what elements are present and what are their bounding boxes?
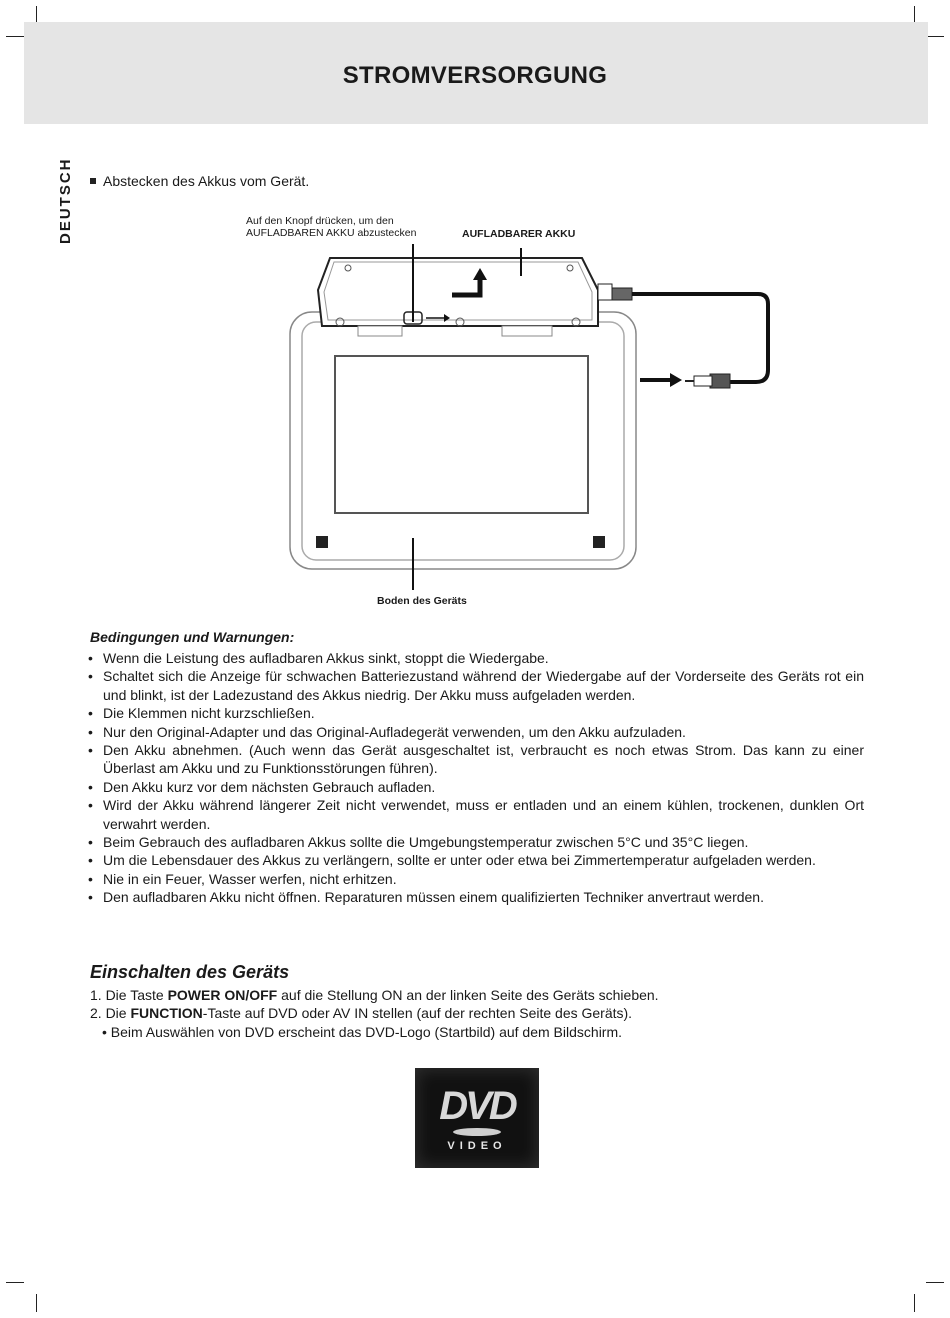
battery-diagram <box>280 240 780 590</box>
warnings-heading: Bedingungen und Warnungen: <box>90 629 295 645</box>
warning-item: • Wenn die Leistung des aufladbaren Akkus sinkt, stoppt die Wiedergabe. <box>86 649 864 667</box>
warning-item: • Nie in ein Feuer, Wasser werfen, nicht erhitzen. <box>86 870 864 888</box>
plug-arrow <box>640 373 682 387</box>
warnings-list <box>86 649 864 907</box>
language-tab: DEUTSCH <box>57 157 74 244</box>
button-label-line2: AUFLADBAREN AKKU abzustecken <box>246 227 417 239</box>
warning-item: • Schaltet sich die Anzeige für schwachen Batteriezustand während der Wiedergabe auf der Vorderseite des Geräts rot ein und blinkt, ist der Ladezustand des Akkus niedrig. Der Akku muss aufgeladen werden. <box>86 667 864 704</box>
step-1-suffix: auf die Stellung ON an der linken Seite des Geräts schieben. <box>277 987 659 1003</box>
warning-item: • Den Akku kurz vor dem nächsten Gebrauch aufladen. <box>86 778 864 796</box>
step-2-prefix: 2. Die <box>90 1005 131 1022</box>
crop-mark <box>6 1282 24 1283</box>
intro-text: Abstecken des Akkus vom Gerät. <box>103 173 310 189</box>
crop-mark <box>926 1282 944 1283</box>
bottom-label: Boden des Geräts <box>377 595 467 607</box>
crop-mark <box>914 1294 915 1312</box>
crop-mark <box>36 1294 37 1312</box>
disc-icon <box>453 1128 501 1136</box>
foot-left <box>316 536 328 548</box>
warning-item: • Beim Gebrauch des aufladbaren Akkus sollte die Umgebungstemperatur zwischen 5°C und 35°C liegen. <box>86 833 864 851</box>
device-screen <box>335 356 588 513</box>
button-label-line1: Auf den Knopf drücken, um den <box>246 215 394 227</box>
square-bullet-icon <box>90 178 96 184</box>
page-title: STROMVERSORGUNG <box>342 62 608 89</box>
warning-item: • Den Akku abnehmen. (Auch wenn das Gerät ausgeschaltet ist, verbraucht es noch etwas Strom. Das kann zu einer Überlast am Akku und zu Funktionsstörungen führen). <box>86 741 864 778</box>
step-2-note-text: Beim Auswählen von DVD erscheint das DVD-Logo (Startbild) auf dem Bildschirm. <box>110 1023 623 1040</box>
warning-item: • Den aufladbaren Akku nicht öffnen. Reparaturen müssen einem qualifizierten Techniker anvertraut werden. <box>86 888 864 906</box>
step-1-key: POWER ON/OFF <box>167 987 278 1003</box>
step-1-prefix: 1. Die Taste <box>90 987 168 1003</box>
step-1 <box>90 986 870 1004</box>
warning-item: • Die Klemmen nicht kurzschließen. <box>86 704 864 722</box>
warning-item: • Um die Lebensdauer des Akkus zu verlängern, sollte er unter oder etwa bei Zimmertemperatur aufgeladen werden. <box>86 851 864 869</box>
step-2 <box>90 1004 870 1022</box>
step-2-note: • Beim Auswählen von DVD erscheint das DVD-Logo (Startbild) auf dem Bildschirm. <box>102 1023 623 1040</box>
intro-line <box>90 173 309 189</box>
power-on-title: Einschalten des Geräts <box>90 962 290 982</box>
warning-item: • Nur den Original-Adapter und das Original-Aufladegerät verwenden, um den Akku aufzuladen. <box>86 723 864 741</box>
button-label <box>246 215 416 239</box>
battery-label: AUFLADBARER AKKU <box>462 228 576 240</box>
crop-mark <box>926 36 944 37</box>
dvd-video-logo <box>415 1068 539 1168</box>
dvd-logo-text: DVD <box>439 1084 515 1128</box>
warning-item: • Wird der Akku während längerer Zeit nicht verwendet, muss er entladen und an einem kühlen, trockenen, dunklen Ort verwahrt werden. <box>86 796 864 833</box>
power-on-steps <box>90 986 870 1041</box>
crop-mark <box>6 36 24 37</box>
dvd-video-text: VIDEO <box>447 1140 507 1152</box>
step-2-suffix: -Taste auf DVD oder AV IN stellen (auf der rechten Seite des Geräts). <box>202 1005 633 1022</box>
foot-right <box>593 536 605 548</box>
step-2-key: FUNCTION <box>130 1005 203 1022</box>
